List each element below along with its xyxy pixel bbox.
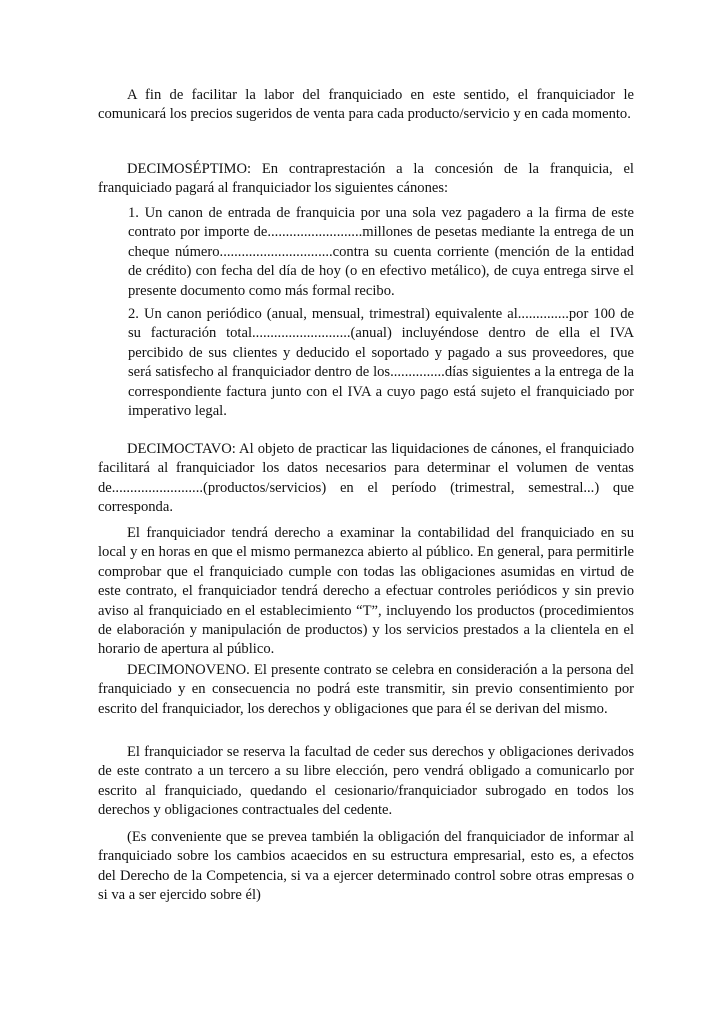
paragraph-decimoctavo: DECIMOCTAVO: Al objeto de practicar las liquidaciones de cánones, el franquiciado facilitará al franquiciador los datos necesarios para determinar el volumen de ventas de.........................(productos/servicios) en el período (trimestral, semestral...) que corresponda. bbox=[98, 441, 634, 516]
paragraph-decimonoveno: DECIMONOVENO. El presente contrato se celebra en consideración a la persona del franquiciado y en consecuencia no podrá este transmitir, sin previo consentimiento por escrito del franquiciador, los derechos y obligaciones que para él se derivan del mismo. bbox=[98, 662, 634, 717]
paragraph-audit-rights: El franquiciador tendrá derecho a examinar la contabilidad del franquiciado en su local y en horas en que el mismo permanezca abierto al público. En general, para permitirle comprobar que el franquiciado cumple con todas las obligaciones asumidas en virtud de este contrato, el franquiciador tendrá derecho a efectuar controles periódicos y sin previo aviso al franquiciado en el establecimiento “T”, incluyendo los productos (procedimientos de elaboración y manipulación de productos) y los servicios prestados a la clientela en el horario de apertura al público. bbox=[98, 525, 634, 658]
clause-entry-fee: 1. Un canon de entrada de franquicia por una sola vez pagadero a la firma de este contrato por importe de..........................millones de pesetas mediante la entrega de un cheque número...............................contra su cuenta corriente (mención de la entidad de crédito) con fecha del día de hoy (o en efectivo metálico), de cuya entrega sirve el presente documento como más formal recibo. bbox=[128, 205, 634, 299]
paragraph-note: (Es conveniente que se prevea también la obligación del franquiciador de informar al franquiciado sobre los cambios acaecidos en su estructura empresarial, esto es, a efectos del Derecho de la Competencia, si va a ejercer determinado control sobre otras empresas o si va a ser ejercido sobre él) bbox=[98, 829, 634, 904]
paragraph-assignment: El franquiciador se reserva la facultad de ceder sus derechos y obligaciones derivados de este contrato a un tercero a su libre elección, pero vendrá obligado a comunicarlo por escrito al franquiciado, quedando el cesionario/franquiciador subrogado en todos los derechos y obligaciones contractuales del cedente. bbox=[98, 744, 634, 819]
clause-periodic-fee: 2. Un canon periódico (anual, mensual, trimestral) equivalente al..............por 100 de su facturación total...........................(anual) incluyéndose dentro de ella el IVA percibido de sus clientes y deducido el soportado y pagado a sus proveedores, que será satisfecho al franquiciador dentro de los...............días siguientes a la entrega de la correspondiente factura junto con el IVA a cuyo pago está sujeto el franquiciado por imperativo legal. bbox=[128, 306, 634, 420]
paragraph-suggested-prices: A fin de facilitar la labor del franquiciado en este sentido, el franquiciador le comunicará los precios sugeridos de venta para cada producto/servicio y en cada momento. bbox=[98, 87, 634, 123]
paragraph-decimoseptimo: DECIMOSÉPTIMO: En contraprestación a la concesión de la franquicia, el franquiciado pagará al franquiciador los siguientes cánones: bbox=[98, 161, 634, 197]
